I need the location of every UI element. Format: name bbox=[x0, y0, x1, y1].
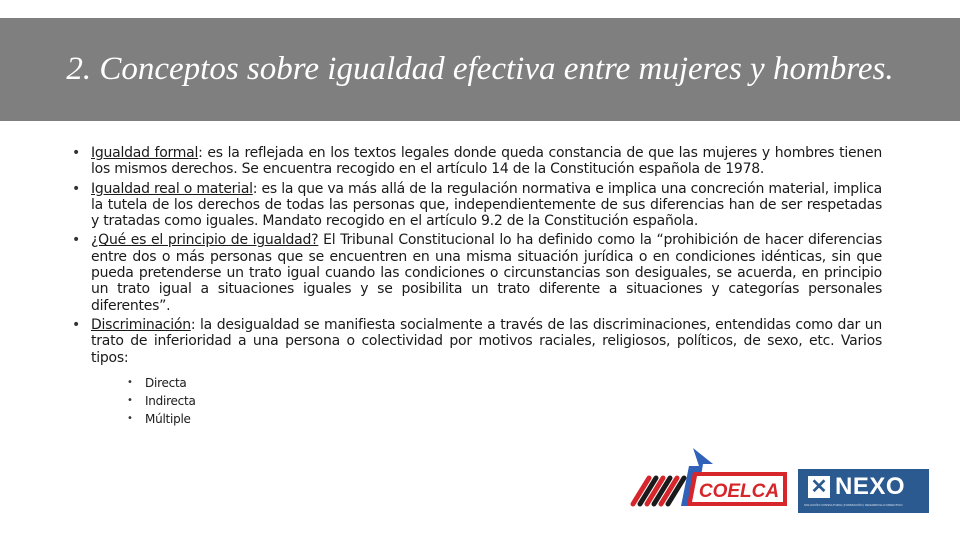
bullet-text: : es la que va más allá de la regulación normativa e implica una concreción material, implica la tutela de los derechos de todas las personas que, independientemente de sus diferencias han de ser respetadas y tratadas como iguales. Mandato recogido en el artículo 9.2 de la Constitución española. bbox=[91, 180, 882, 230]
discrimination-types-list bbox=[91, 374, 882, 428]
bullet-discriminacion bbox=[72, 317, 882, 428]
bullet-igualdad-real bbox=[72, 181, 882, 230]
term-discriminacion: Discriminación bbox=[91, 316, 191, 333]
nexo-mark bbox=[808, 475, 905, 499]
nexo-x-icon: ✕ bbox=[808, 476, 830, 498]
sub-bullet-multiple: • Múltiple bbox=[127, 410, 882, 428]
bullet-text: El Tribunal Constitucional lo ha definido como la “prohibición de hacer diferencias entre dos o más personas que se encuentren en una misma situación jurídica o en condiciones idénticas, sin que pueda pretenderse un trato igual cuando las condiciones o circunstancias son desiguales, se acuerda, en principio un trato igual a situaciones iguales y se posibilita un trato diferente a situaciones y categorías personales diferentes”. bbox=[91, 232, 882, 314]
nexo-logo bbox=[798, 469, 929, 513]
bullet-list bbox=[72, 145, 882, 428]
bullet-text: : la desigualdad se manifiesta socialmente a través de las discriminaciones, entendidas como dar un trato de inferioridad a una persona o colectividad por motivos raciales, religiosos, políticos, de sexo, etc. Varios tipos: bbox=[91, 316, 882, 366]
bullet-principio-igualdad bbox=[72, 232, 882, 313]
coelca-wordmark: COELCA bbox=[698, 481, 780, 502]
coelca-logo bbox=[627, 444, 790, 514]
nexo-wordmark: NEXO bbox=[835, 473, 906, 500]
bullet-text: : es la reflejada en los textos legales donde queda constancia de que las mujeres y hombres tienen los mismos derechos. Se encuentra recogido en el artículo 14 de la Constitución española de 1978. bbox=[91, 145, 882, 178]
term-igualdad-real: Igualdad real o material bbox=[91, 180, 253, 197]
sub-bullet-indirecta: • Indirecta bbox=[127, 392, 882, 410]
nexo-tagline: SOLUCIÓN CONSULTORIA | FORMACIÓN | DESARROLLO DIRECTIVO bbox=[804, 503, 903, 507]
term-igualdad-formal: Igualdad formal bbox=[91, 145, 199, 161]
bullet-igualdad-formal bbox=[72, 145, 882, 178]
slide-title: 2. Conceptos sobre igualdad efectiva entre mujeres y hombres. bbox=[66, 51, 894, 87]
coelca-stripes-icon bbox=[633, 478, 684, 504]
slide-content bbox=[72, 145, 882, 431]
sub-bullet-directa: • Directa bbox=[127, 374, 882, 392]
term-principio-igualdad: ¿Qué es el principio de igualdad? bbox=[91, 232, 319, 249]
title-bar bbox=[0, 18, 960, 121]
